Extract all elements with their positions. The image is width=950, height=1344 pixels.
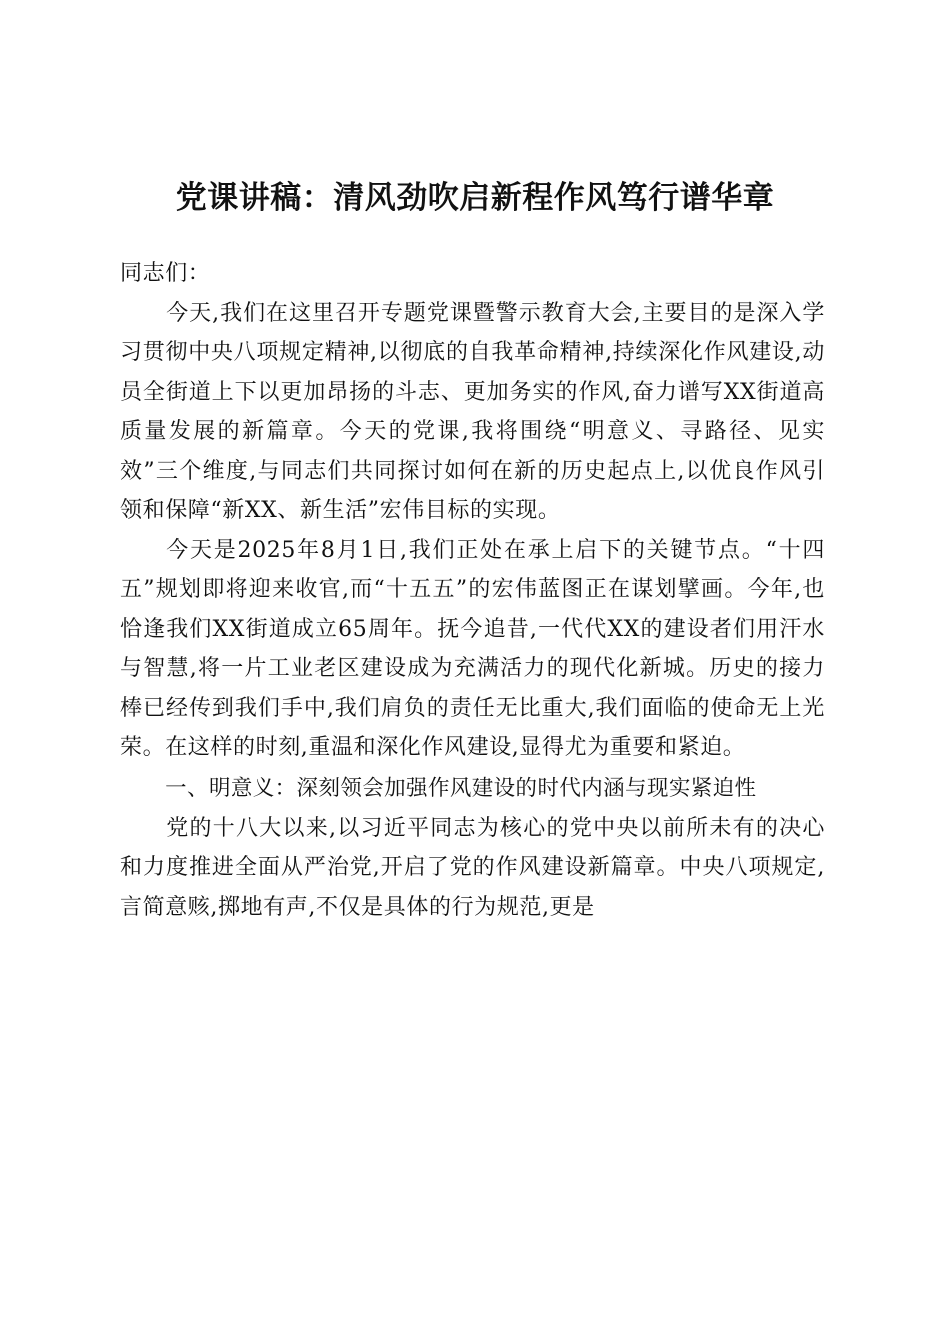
paragraph-context: 今天是2025年8月1日,我们正处在承上启下的关键节点。“十四五”规划即将迎来收官,而“十五五”的宏伟蓝图正在谋划擘画。今年,也恰逢我们XX街道成立65周年。抚今追昔,一代代XX的建设者们用汗水与智慧,将一片工业老区建设成为充满活力的现代化新城。历史的接力棒已经传到我们手中,我们肩负的责任无比重大,我们面临的使命无上光荣。在这样的时刻,重温和深化作风建设,显得尤为重要和紧迫。: [120, 537, 825, 760]
document-body: [120, 254, 825, 927]
paragraph-section-one: 党的十八大以来,以习近平同志为核心的党中央以前所未有的决心和力度推进全面从严治党,开启了党的作风建设新篇章。中央八项规定,言简意赅,掷地有声,不仅是具体的行为规范,更是: [120, 815, 825, 920]
paragraph-intro: 今天,我们在这里召开专题党课暨警示教育大会,主要目的是深入学习贯彻中央八项规定精神,以彻底的自我革命精神,持续深化作风建设,动员全街道上下以更加昂扬的斗志、更加务实的作风,奋力谱写XX街道高质量发展的新篇章。今天的党课,我将围绕“明意义、寻路径、见实效”三个维度,与同志们共同探讨如何在新的历史起点上,以优良作风引领和保障“新XX、新生活”宏伟目标的实现。: [120, 300, 825, 523]
salutation: 同志们：: [120, 261, 211, 286]
document-title: 党课讲稿：清风劲吹启新程作风笃行谱华章: [175, 180, 775, 216]
section-heading: 一、明意义：深刻领会加强作风建设的时代内涵与现实紧迫性: [165, 775, 757, 801]
